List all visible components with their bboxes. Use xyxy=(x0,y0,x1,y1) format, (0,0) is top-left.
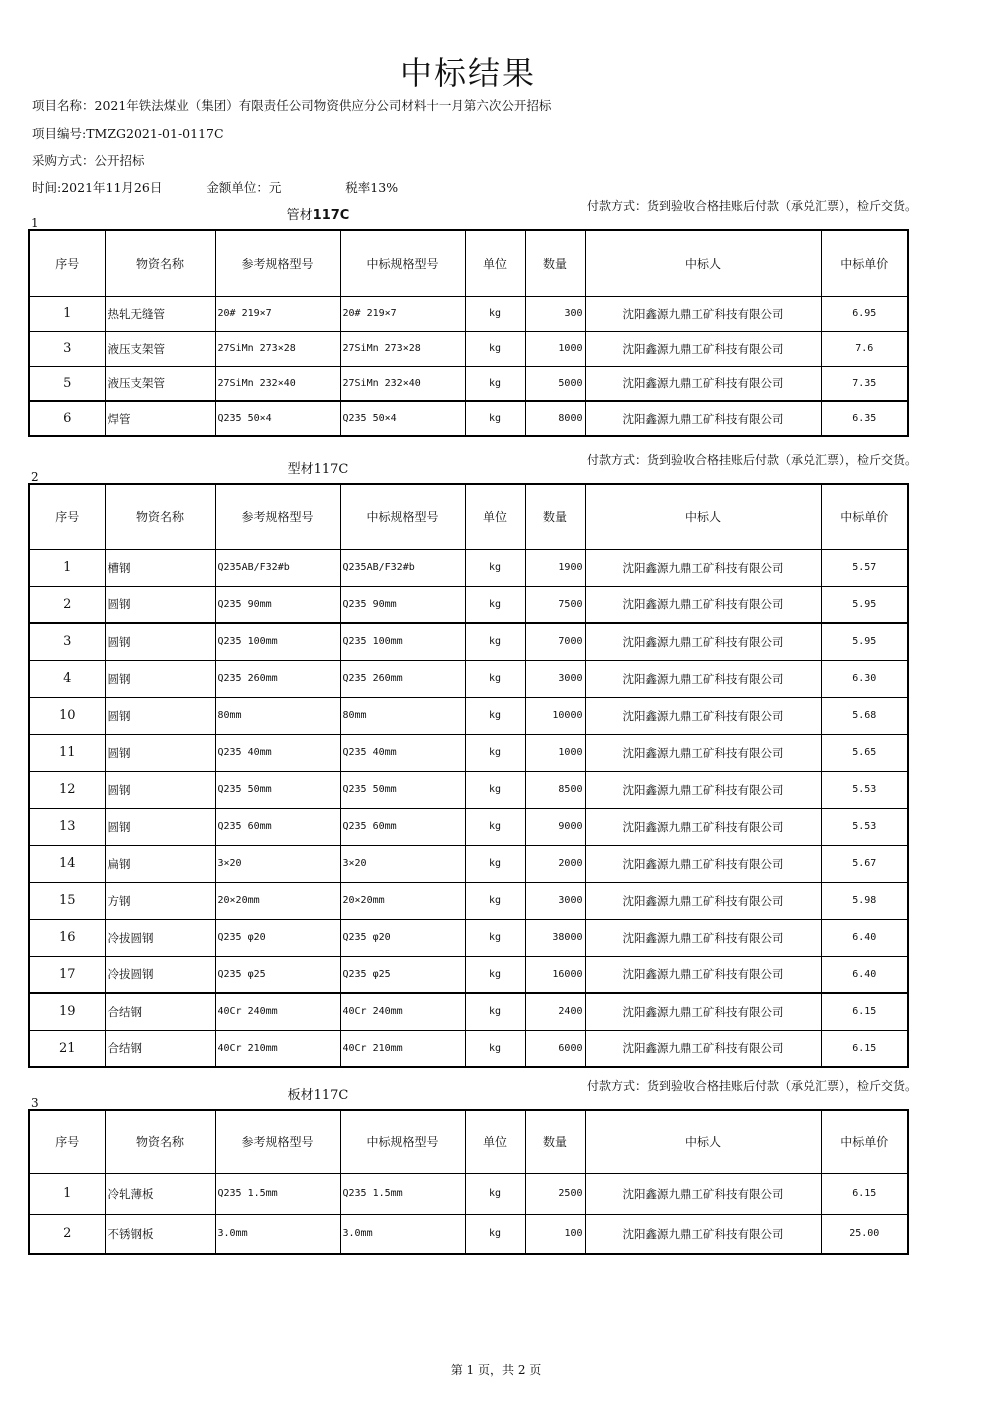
table-row xyxy=(29,771,908,808)
payment-terms: 付款方式：货到验收合格挂账后付款（承兑汇票），检斤交货。 xyxy=(587,1079,918,1093)
table-row xyxy=(29,331,908,366)
unit-cell: kg xyxy=(465,919,525,956)
section-title-text: 型材117C xyxy=(287,462,349,477)
table-row xyxy=(29,366,908,401)
quantity-cell: 7000 xyxy=(525,623,585,660)
header-price: 中标单价 xyxy=(821,1110,908,1173)
price-cell: 6.95 xyxy=(821,296,908,331)
seq-cell: 4 xyxy=(29,660,105,697)
bid-spec-cell: Q235 260mm xyxy=(340,660,465,697)
quantity-cell: 38000 xyxy=(525,919,585,956)
bid-spec-cell: Q235 φ25 xyxy=(340,956,465,993)
item-name-cell: 冷拔圆钢 xyxy=(105,956,215,993)
winner-cell: 沈阳鑫源九鼎工矿科技有限公司 xyxy=(585,1173,821,1214)
section-header xyxy=(28,1079,918,1110)
table-row xyxy=(29,845,908,882)
ref-spec-cell: 40Cr 240mm xyxy=(215,993,340,1030)
price-cell: 5.53 xyxy=(821,808,908,845)
price-cell: 6.40 xyxy=(821,956,908,993)
quantity-cell: 100 xyxy=(525,1214,585,1254)
price-cell: 6.30 xyxy=(821,660,908,697)
item-name-cell: 液压支架管 xyxy=(105,366,215,401)
ref-spec-cell: Q235 100mm xyxy=(215,623,340,660)
meta-line xyxy=(32,178,398,196)
table-row xyxy=(29,623,908,660)
ref-spec-cell: 27SiMn 273×28 xyxy=(215,331,340,366)
price-cell: 5.57 xyxy=(821,549,908,586)
section-title-text: 板材117C xyxy=(287,1088,349,1103)
unit-cell: kg xyxy=(465,993,525,1030)
price-cell: 7.6 xyxy=(821,331,908,366)
quantity-cell: 6000 xyxy=(525,1030,585,1067)
table-header-row xyxy=(29,230,908,296)
header-ref-spec: 参考规格型号 xyxy=(215,484,340,549)
winner-cell: 沈阳鑫源九鼎工矿科技有限公司 xyxy=(585,623,821,660)
header-quantity: 数量 xyxy=(525,1110,585,1173)
price-cell: 5.68 xyxy=(821,697,908,734)
header-winner: 中标人 xyxy=(585,1110,821,1173)
table-row xyxy=(29,882,908,919)
ref-spec-cell: 27SiMn 232×40 xyxy=(215,366,340,401)
unit-cell: kg xyxy=(465,586,525,623)
section-number: 2 xyxy=(31,470,39,484)
bid-spec-cell: Q235 40mm xyxy=(340,734,465,771)
bid-spec-cell: 20×20mm xyxy=(340,882,465,919)
item-name-cell: 槽钢 xyxy=(105,549,215,586)
table-row xyxy=(29,919,908,956)
seq-cell: 5 xyxy=(29,366,105,401)
purchase-method: 采购方式：公开招标 xyxy=(32,153,145,168)
unit-cell: kg xyxy=(465,882,525,919)
price-cell: 6.15 xyxy=(821,1173,908,1214)
unit-cell: kg xyxy=(465,1173,525,1214)
item-name-cell: 方钢 xyxy=(105,882,215,919)
section-header xyxy=(28,453,918,484)
seq-cell: 17 xyxy=(29,956,105,993)
quantity-cell: 1900 xyxy=(525,549,585,586)
table-row xyxy=(29,1173,908,1214)
ref-spec-cell: Q235 1.5mm xyxy=(215,1173,340,1214)
header-price: 中标单价 xyxy=(821,484,908,549)
bid-spec-cell: Q235 1.5mm xyxy=(340,1173,465,1214)
item-name-cell: 圆钢 xyxy=(105,660,215,697)
seq-cell: 2 xyxy=(29,586,105,623)
header-seq: 序号 xyxy=(29,484,105,549)
price-cell: 6.15 xyxy=(821,993,908,1030)
item-name-cell: 圆钢 xyxy=(105,697,215,734)
item-name-cell: 扁钢 xyxy=(105,845,215,882)
header-item-name: 物资名称 xyxy=(105,1110,215,1173)
section-title xyxy=(28,458,608,477)
section-title-text: 管材 xyxy=(286,208,313,223)
ref-spec-cell: Q235 φ20 xyxy=(215,919,340,956)
bid-spec-cell: Q235 φ20 xyxy=(340,919,465,956)
currency-unit: 金额单位：元 xyxy=(206,180,282,195)
price-cell: 25.00 xyxy=(821,1214,908,1254)
ref-spec-cell: 3×20 xyxy=(215,845,340,882)
header-item-name: 物资名称 xyxy=(105,230,215,296)
winner-cell: 沈阳鑫源九鼎工矿科技有限公司 xyxy=(585,697,821,734)
seq-cell: 13 xyxy=(29,808,105,845)
table-row xyxy=(29,697,908,734)
header-winner: 中标人 xyxy=(585,230,821,296)
seq-cell: 1 xyxy=(29,549,105,586)
winner-cell: 沈阳鑫源九鼎工矿科技有限公司 xyxy=(585,771,821,808)
quantity-cell: 16000 xyxy=(525,956,585,993)
winner-cell: 沈阳鑫源九鼎工矿科技有限公司 xyxy=(585,1030,821,1067)
price-cell: 5.67 xyxy=(821,845,908,882)
table-row xyxy=(29,660,908,697)
seq-cell: 21 xyxy=(29,1030,105,1067)
winner-cell: 沈阳鑫源九鼎工矿科技有限公司 xyxy=(585,401,821,436)
page-title: 中标结果 xyxy=(399,54,536,92)
unit-cell: kg xyxy=(465,771,525,808)
ref-spec-cell: 40Cr 210mm xyxy=(215,1030,340,1067)
seq-cell: 15 xyxy=(29,882,105,919)
winner-cell: 沈阳鑫源九鼎工矿科技有限公司 xyxy=(585,549,821,586)
winner-cell: 沈阳鑫源九鼎工矿科技有限公司 xyxy=(585,734,821,771)
unit-cell: kg xyxy=(465,401,525,436)
date-text: 时间:2021年11月26日 xyxy=(32,180,163,195)
unit-cell: kg xyxy=(465,808,525,845)
winner-cell: 沈阳鑫源九鼎工矿科技有限公司 xyxy=(585,586,821,623)
section-pipes xyxy=(28,199,918,437)
page-footer: 第 1 页，共 2 页 xyxy=(450,1363,542,1377)
price-cell: 6.35 xyxy=(821,401,908,436)
header-quantity: 数量 xyxy=(525,484,585,549)
quantity-cell: 2400 xyxy=(525,993,585,1030)
header-bid-spec: 中标规格型号 xyxy=(340,484,465,549)
header-ref-spec: 参考规格型号 xyxy=(215,230,340,296)
table-row xyxy=(29,401,908,436)
winner-cell: 沈阳鑫源九鼎工矿科技有限公司 xyxy=(585,808,821,845)
unit-cell: kg xyxy=(465,697,525,734)
item-name-cell: 冷拔圆钢 xyxy=(105,919,215,956)
results-table xyxy=(28,1109,909,1255)
seq-cell: 3 xyxy=(29,623,105,660)
quantity-cell: 7500 xyxy=(525,586,585,623)
winner-cell: 沈阳鑫源九鼎工矿科技有限公司 xyxy=(585,882,821,919)
bid-spec-cell: Q235AB/F32#b xyxy=(340,549,465,586)
item-name-cell: 热轧无缝管 xyxy=(105,296,215,331)
ref-spec-cell: 80mm xyxy=(215,697,340,734)
table-row xyxy=(29,549,908,586)
seq-cell: 11 xyxy=(29,734,105,771)
price-cell: 5.95 xyxy=(821,623,908,660)
header-bid-spec: 中标规格型号 xyxy=(340,1110,465,1173)
quantity-cell: 3000 xyxy=(525,882,585,919)
ref-spec-cell: 20# 219×7 xyxy=(215,296,340,331)
results-table xyxy=(28,483,909,1068)
section-title-code: 117C xyxy=(312,208,350,223)
bid-spec-cell: Q235 60mm xyxy=(340,808,465,845)
ref-spec-cell: Q235 40mm xyxy=(215,734,340,771)
price-cell: 5.65 xyxy=(821,734,908,771)
quantity-cell: 10000 xyxy=(525,697,585,734)
header-item-name: 物资名称 xyxy=(105,484,215,549)
header-unit: 单位 xyxy=(465,1110,525,1173)
quantity-cell: 9000 xyxy=(525,808,585,845)
unit-cell: kg xyxy=(465,549,525,586)
ref-spec-cell: Q235AB/F32#b xyxy=(215,549,340,586)
item-name-cell: 合结钢 xyxy=(105,993,215,1030)
header-price: 中标单价 xyxy=(821,230,908,296)
ref-spec-cell: Q235 60mm xyxy=(215,808,340,845)
unit-cell: kg xyxy=(465,366,525,401)
seq-cell: 14 xyxy=(29,845,105,882)
bid-spec-cell: 80mm xyxy=(340,697,465,734)
bid-spec-cell: 40Cr 210mm xyxy=(340,1030,465,1067)
winner-cell: 沈阳鑫源九鼎工矿科技有限公司 xyxy=(585,366,821,401)
item-name-cell: 不锈钢板 xyxy=(105,1214,215,1254)
quantity-cell: 5000 xyxy=(525,366,585,401)
bid-spec-cell: 27SiMn 232×40 xyxy=(340,366,465,401)
header-unit: 单位 xyxy=(465,230,525,296)
bid-spec-cell: 3×20 xyxy=(340,845,465,882)
header-seq: 序号 xyxy=(29,230,105,296)
header-bid-spec: 中标规格型号 xyxy=(340,230,465,296)
winner-cell: 沈阳鑫源九鼎工矿科技有限公司 xyxy=(585,993,821,1030)
price-cell: 5.95 xyxy=(821,586,908,623)
seq-cell: 16 xyxy=(29,919,105,956)
quantity-cell: 8000 xyxy=(525,401,585,436)
winner-cell: 沈阳鑫源九鼎工矿科技有限公司 xyxy=(585,845,821,882)
ref-spec-cell: Q235 50×4 xyxy=(215,401,340,436)
winner-cell: 沈阳鑫源九鼎工矿科技有限公司 xyxy=(585,1214,821,1254)
bid-spec-cell: 3.0mm xyxy=(340,1214,465,1254)
item-name-cell: 圆钢 xyxy=(105,808,215,845)
winner-cell: 沈阳鑫源九鼎工矿科技有限公司 xyxy=(585,919,821,956)
table-row xyxy=(29,586,908,623)
quantity-cell: 2500 xyxy=(525,1173,585,1214)
payment-terms: 付款方式：货到验收合格挂账后付款（承兑汇票），检斤交货。 xyxy=(587,453,918,467)
bid-spec-cell: Q235 50mm xyxy=(340,771,465,808)
ref-spec-cell: Q235 90mm xyxy=(215,586,340,623)
section-number: 3 xyxy=(31,1096,39,1110)
unit-cell: kg xyxy=(465,734,525,771)
item-name-cell: 冷轧薄板 xyxy=(105,1173,215,1214)
seq-cell: 12 xyxy=(29,771,105,808)
header-ref-spec: 参考规格型号 xyxy=(215,1110,340,1173)
item-name-cell: 圆钢 xyxy=(105,734,215,771)
payment-terms: 付款方式：货到验收合格挂账后付款（承兑汇票），检斤交货。 xyxy=(587,199,918,213)
price-cell: 5.53 xyxy=(821,771,908,808)
section-header xyxy=(28,199,918,230)
seq-cell: 1 xyxy=(29,1173,105,1214)
section-profiles xyxy=(28,453,918,1068)
section-number: 1 xyxy=(31,216,39,230)
project-number: 项目编号:TMZG2021-01-0117C xyxy=(32,126,224,141)
winner-cell: 沈阳鑫源九鼎工矿科技有限公司 xyxy=(585,660,821,697)
unit-cell: kg xyxy=(465,1030,525,1067)
seq-cell: 19 xyxy=(29,993,105,1030)
results-table xyxy=(28,229,909,437)
quantity-cell: 3000 xyxy=(525,660,585,697)
item-name-cell: 液压支架管 xyxy=(105,331,215,366)
seq-cell: 6 xyxy=(29,401,105,436)
ref-spec-cell: 3.0mm xyxy=(215,1214,340,1254)
table-row xyxy=(29,296,908,331)
ref-spec-cell: Q235 50mm xyxy=(215,771,340,808)
unit-cell: kg xyxy=(465,296,525,331)
table-row xyxy=(29,808,908,845)
unit-cell: kg xyxy=(465,956,525,993)
table-row xyxy=(29,1214,908,1254)
bid-spec-cell: 40Cr 240mm xyxy=(340,993,465,1030)
price-cell: 5.98 xyxy=(821,882,908,919)
bid-spec-cell: Q235 90mm xyxy=(340,586,465,623)
bid-spec-cell: Q235 100mm xyxy=(340,623,465,660)
winner-cell: 沈阳鑫源九鼎工矿科技有限公司 xyxy=(585,331,821,366)
unit-cell: kg xyxy=(465,1214,525,1254)
bid-spec-cell: 27SiMn 273×28 xyxy=(340,331,465,366)
price-cell: 7.35 xyxy=(821,366,908,401)
unit-cell: kg xyxy=(465,660,525,697)
seq-cell: 2 xyxy=(29,1214,105,1254)
tax-rate: 税率13% xyxy=(345,180,399,195)
table-header-row xyxy=(29,484,908,549)
item-name-cell: 圆钢 xyxy=(105,771,215,808)
unit-cell: kg xyxy=(465,845,525,882)
seq-cell: 1 xyxy=(29,296,105,331)
seq-cell: 10 xyxy=(29,697,105,734)
quantity-cell: 8500 xyxy=(525,771,585,808)
bid-spec-cell: 20# 219×7 xyxy=(340,296,465,331)
quantity-cell: 300 xyxy=(525,296,585,331)
bid-spec-cell: Q235 50×4 xyxy=(340,401,465,436)
item-name-cell: 圆钢 xyxy=(105,623,215,660)
ref-spec-cell: 20×20mm xyxy=(215,882,340,919)
quantity-cell: 2000 xyxy=(525,845,585,882)
header-seq: 序号 xyxy=(29,1110,105,1173)
unit-cell: kg xyxy=(465,331,525,366)
table-row xyxy=(29,1030,908,1067)
quantity-cell: 1000 xyxy=(525,734,585,771)
winner-cell: 沈阳鑫源九鼎工矿科技有限公司 xyxy=(585,296,821,331)
ref-spec-cell: Q235 260mm xyxy=(215,660,340,697)
section-title xyxy=(28,204,608,223)
seq-cell: 3 xyxy=(29,331,105,366)
header-unit: 单位 xyxy=(465,484,525,549)
section-title xyxy=(28,1084,608,1103)
project-name: 项目名称：2021年铁法煤业（集团）有限责任公司物资供应分公司材料十一月第六次公开招标 xyxy=(32,98,552,113)
table-row xyxy=(29,734,908,771)
item-name-cell: 焊管 xyxy=(105,401,215,436)
table-row xyxy=(29,956,908,993)
header-winner: 中标人 xyxy=(585,484,821,549)
quantity-cell: 1000 xyxy=(525,331,585,366)
price-cell: 6.15 xyxy=(821,1030,908,1067)
table-row xyxy=(29,993,908,1030)
item-name-cell: 圆钢 xyxy=(105,586,215,623)
header-quantity: 数量 xyxy=(525,230,585,296)
price-cell: 6.40 xyxy=(821,919,908,956)
unit-cell: kg xyxy=(465,623,525,660)
table-header-row xyxy=(29,1110,908,1173)
winner-cell: 沈阳鑫源九鼎工矿科技有限公司 xyxy=(585,956,821,993)
ref-spec-cell: Q235 φ25 xyxy=(215,956,340,993)
item-name-cell: 合结钢 xyxy=(105,1030,215,1067)
section-plates xyxy=(28,1079,918,1255)
